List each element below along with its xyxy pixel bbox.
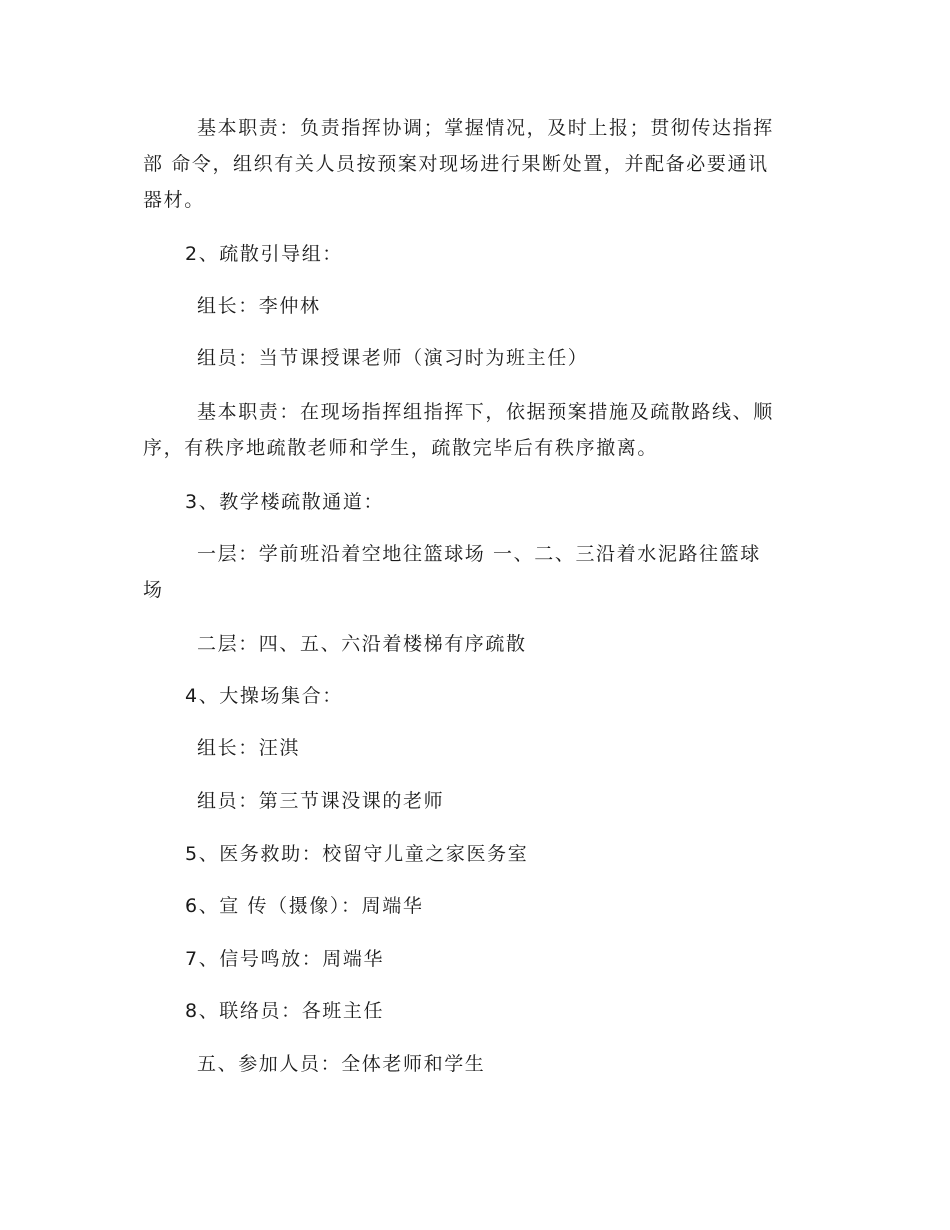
medical-rescue: 5、医务救助：校留守儿童之家医务室	[185, 843, 529, 865]
evac-group-duty-line-2: 序，有秩序地疏散老师和学生，疏散完毕后有秩序撤离。	[143, 437, 659, 459]
participants: 五、参加人员：全体老师和学生	[197, 1053, 486, 1075]
publicity: 6、宣 传（摄像）：周端华	[185, 895, 424, 917]
evac-group-members: 组员：当节课授课老师（演习时为班主任）	[197, 347, 589, 369]
command-duty-line-3: 器材。	[143, 189, 205, 211]
evac-routes-heading: 3、教学楼疏散通道：	[185, 491, 385, 513]
evac-route-floor1-line-2: 场	[143, 579, 164, 601]
command-duty-line-1: 基本职责：负责指挥协调；掌握情况，及时上报；贯彻传达指挥	[197, 117, 774, 139]
evac-route-floor2: 二层：四、五、六沿着楼梯有序疏散	[197, 633, 527, 655]
evac-route-floor1-line-1: 一层：学前班沿着空地往篮球场 一、二、三沿着水泥路往篮球	[197, 543, 761, 565]
assembly-heading: 4、大操场集合：	[185, 685, 343, 707]
signal: 7、信号鸣放：周端华	[185, 948, 385, 970]
assembly-leader: 组长：汪淇	[197, 737, 301, 759]
evac-group-leader: 组长：李仲林	[197, 295, 321, 317]
liaison: 8、联络员：各班主任	[185, 1000, 385, 1022]
assembly-members: 组员：第三节课没课的老师	[197, 790, 445, 812]
command-duty-line-2: 部 命令，组织有关人员按预案对现场进行果断处置，并配备必要通讯	[143, 153, 769, 175]
evac-group-heading: 2、疏散引导组：	[185, 243, 343, 265]
evac-group-duty-line-1: 基本职责：在现场指挥组指挥下，依据预案措施及疏散路线、顺	[197, 401, 774, 423]
